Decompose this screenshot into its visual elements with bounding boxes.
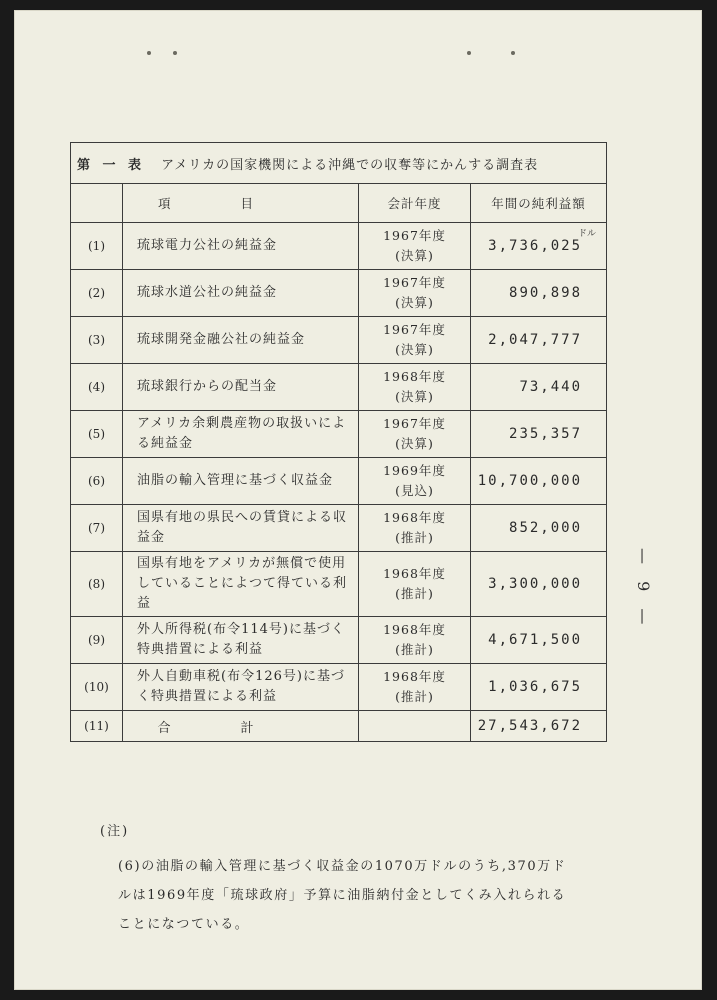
row-fiscal-year	[359, 458, 471, 505]
row-amount-value: 2,047,777	[488, 332, 583, 348]
row-number: (10)	[71, 664, 123, 711]
row-amount-value: 235,357	[509, 426, 583, 442]
row-year: 1968年度	[383, 566, 446, 581]
row-item: アメリカ余剰農産物の取扱いによる純益金	[123, 411, 359, 458]
row-fiscal-year	[359, 317, 471, 364]
table-header-row	[71, 184, 607, 223]
row-amount-value: 73,440	[519, 379, 583, 395]
row-amount-value: 3,300,000	[488, 576, 583, 592]
row-year: 1967年度	[383, 228, 446, 243]
row-amount	[471, 664, 607, 711]
table-row	[71, 505, 607, 552]
survey-table	[70, 142, 607, 742]
row-year: 1967年度	[383, 416, 446, 431]
row-fiscal-year	[359, 664, 471, 711]
row-number: (9)	[71, 617, 123, 664]
row-amount	[471, 458, 607, 505]
header-net-profit: 年間の純利益額	[471, 184, 607, 223]
row-amount-value: 4,671,500	[488, 632, 583, 648]
row-amount-value: 852,000	[509, 520, 583, 536]
note-line: ルは1969年度「琉球政府」予算に油脂納付金としてくみ入れられる	[118, 888, 567, 903]
note-line: ことになつている。	[118, 917, 250, 932]
table-title-text: アメリカの国家機関による沖縄での収奪等にかんする調査表	[161, 157, 539, 173]
row-amount	[471, 364, 607, 411]
row-item: 琉球銀行からの配当金	[123, 364, 359, 411]
row-year: 1968年度	[383, 622, 446, 637]
row-fiscal-year	[359, 270, 471, 317]
row-amount	[471, 505, 607, 552]
punch-mark	[173, 51, 177, 55]
table-row	[71, 617, 607, 664]
row-number: (7)	[71, 505, 123, 552]
row-year: 1968年度	[383, 510, 446, 525]
row-fiscal-year	[359, 505, 471, 552]
row-year-kind: (決算)	[395, 389, 434, 404]
header-number	[71, 184, 123, 223]
row-number: (1)	[71, 223, 123, 270]
table-title-lead: 第 一 表	[77, 157, 146, 173]
row-amount	[471, 223, 607, 270]
row-year-kind: (見込)	[395, 483, 434, 498]
row-amount-value: 1,036,675	[488, 679, 583, 695]
row-fiscal-year	[359, 364, 471, 411]
header-item: 項目	[123, 184, 359, 223]
row-year-kind: (推計)	[395, 642, 434, 657]
row-number: (2)	[71, 270, 123, 317]
table-title	[71, 143, 607, 184]
row-amount	[471, 270, 607, 317]
row-item: 琉球電力公社の純益金	[123, 223, 359, 270]
header-fiscal-year: 会計年度	[359, 184, 471, 223]
row-item: 油脂の輸入管理に基づく収益金	[123, 458, 359, 505]
table-row	[71, 317, 607, 364]
row-number: (5)	[71, 411, 123, 458]
page-number: — 9 —	[634, 548, 653, 631]
note-body	[118, 852, 598, 939]
row-number: (4)	[71, 364, 123, 411]
row-year: 1968年度	[383, 669, 446, 684]
row-fiscal-year	[359, 617, 471, 664]
row-number: (8)	[71, 552, 123, 617]
punch-mark	[147, 51, 151, 55]
row-item: 国県有地をアメリカが無償で使用していることによつて得ている利益	[123, 552, 359, 617]
total-amount: 27,543,672	[471, 711, 607, 742]
row-year: 1969年度	[383, 463, 446, 478]
table-row	[71, 411, 607, 458]
table-row	[71, 364, 607, 411]
row-amount-value: 10,700,000	[477, 473, 583, 489]
row-number: (6)	[71, 458, 123, 505]
table-row	[71, 270, 607, 317]
row-amount	[471, 411, 607, 458]
total-label: 合計	[123, 711, 359, 742]
row-item: 琉球開発金融公社の純益金	[123, 317, 359, 364]
row-fiscal-year	[359, 223, 471, 270]
punch-mark	[467, 51, 471, 55]
total-year	[359, 711, 471, 742]
row-item: 外人自動車税(布令126号)に基づく特典措置による利益	[123, 664, 359, 711]
unit-label: ドル	[578, 229, 597, 239]
row-number: (3)	[71, 317, 123, 364]
row-amount-value: 3,736,025	[488, 238, 583, 254]
row-fiscal-year	[359, 411, 471, 458]
row-year: 1967年度	[383, 322, 446, 337]
table-row	[71, 458, 607, 505]
row-year: 1968年度	[383, 369, 446, 384]
row-item: 琉球水道公社の純益金	[123, 270, 359, 317]
row-year-kind: (決算)	[395, 342, 434, 357]
table-row	[71, 223, 607, 270]
row-year-kind: (推計)	[395, 530, 434, 545]
table-body	[71, 223, 607, 711]
row-item: 国県有地の県民への賃貸による収益金	[123, 505, 359, 552]
note-heading: (注)	[100, 824, 130, 839]
row-year-kind: (推計)	[395, 689, 434, 704]
table-row	[71, 664, 607, 711]
punch-mark	[511, 51, 515, 55]
row-year-kind: (決算)	[395, 248, 434, 263]
total-row	[71, 711, 607, 742]
row-amount-value: 890,898	[509, 285, 583, 301]
row-year-kind: (決算)	[395, 436, 434, 451]
row-amount	[471, 317, 607, 364]
table-row	[71, 552, 607, 617]
row-amount	[471, 617, 607, 664]
row-fiscal-year	[359, 552, 471, 617]
row-year: 1967年度	[383, 275, 446, 290]
total-number: (11)	[71, 711, 123, 742]
note-line: (6)の油脂の輸入管理に基づく収益金の1070万ドルのうち,370万ド	[118, 859, 567, 874]
row-year-kind: (決算)	[395, 295, 434, 310]
row-year-kind: (推計)	[395, 586, 434, 601]
row-amount	[471, 552, 607, 617]
row-item: 外人所得税(布令114号)に基づく特典措置による利益	[123, 617, 359, 664]
